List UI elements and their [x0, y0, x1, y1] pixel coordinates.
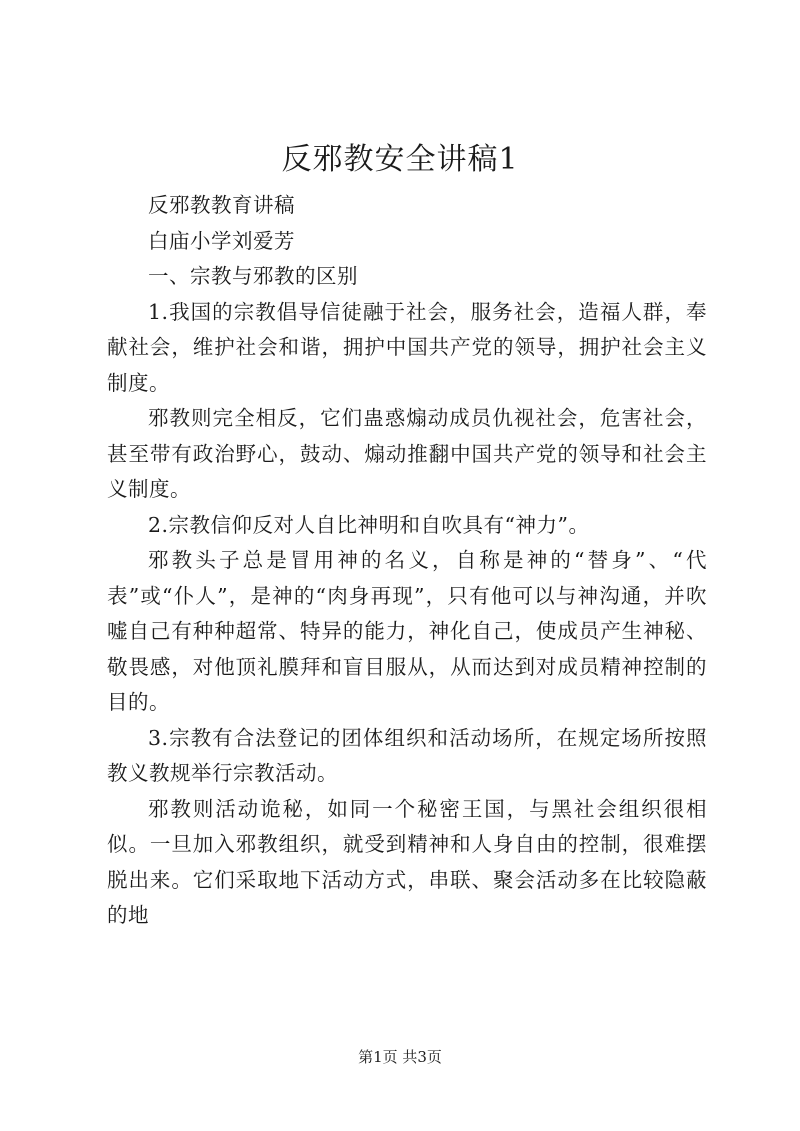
paragraph-point-1: 1.我国的宗教倡导信徒融于社会，服务社会，造福人群，奉献社会，维护社会和谐，拥护中国共产党的领导，拥护社会主义制度。 — [107, 299, 707, 395]
paragraph-author: 白庙小学刘爱芳 — [148, 228, 295, 253]
page-footer: 第1页 共3页 — [358, 1048, 442, 1066]
paragraph-point-2: 2.宗教信仰反对人自比神明和自吹具有“神力”。 — [148, 512, 590, 537]
paragraph-subtitle: 反邪教教育讲稿 — [148, 193, 295, 217]
document-body — [107, 188, 707, 934]
paragraph-cult-contrast-3: 邪教则活动诡秘，如同一个秘密王国，与黑社会组织很相似。一旦加入邪教组织，就受到精神和人身自由的控制，很难摆脱出来。它们采取地下活动方式，串联、聚会活动多在比较隐蔽的地 — [107, 796, 707, 927]
paragraph-cult-contrast-1: 邪教则完全相反，它们蛊惑煽动成员仇视社会，危害社会，甚至带有政治野心，鼓动、煽动推翻中国共产党的领导和社会主义制度。 — [107, 406, 707, 501]
paragraph-point-3: 3.宗教有合法登记的团体组织和活动场所，在规定场所按照教义教规举行宗教活动。 — [107, 725, 707, 785]
section-heading: 一、宗教与邪教的区别 — [148, 264, 358, 288]
document-title: 反邪教安全讲稿1 — [281, 142, 519, 177]
paragraph-cult-contrast-2: 邪教头子总是冒用神的名义，自称是神的“替身”、“代表”或“仆人”，是神的“肉身再现”，只有他可以与神沟通，并吹嘘自己有种种超常、特异的能力，神化自己，使成员产生神秘、敬畏感，对他顶礼膜拜和盲目服从，从而达到对成员精神控制的目的。 — [107, 548, 707, 714]
